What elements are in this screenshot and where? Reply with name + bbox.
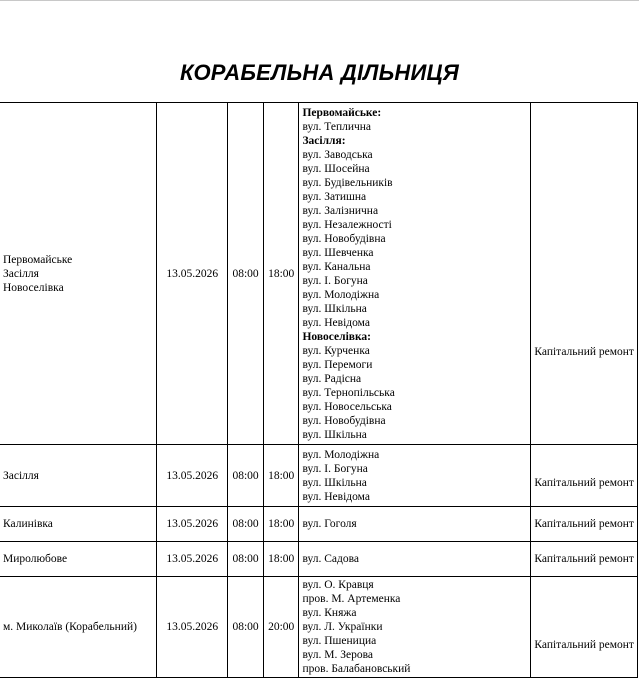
page-title: КОРАБЕЛЬНА ДІЛЬНИЦЯ	[180, 60, 459, 85]
date-cell: 13.05.2026	[157, 507, 228, 542]
street-name: вул. Новосельська	[302, 400, 392, 413]
street-name: вул. Шкільна	[302, 428, 367, 441]
table-row	[0, 103, 638, 445]
streets-cell	[299, 577, 531, 678]
settlement-name: Калинівка	[3, 518, 53, 530]
street-name: вул. М. Зерова	[302, 649, 373, 661]
settlement-cell	[0, 542, 157, 577]
street-group-heading: Новоселівка:	[302, 330, 372, 343]
street-name: вул. Незалежності	[302, 218, 392, 231]
street-name: вул. Канальна	[302, 260, 371, 273]
start-time-cell: 08:00	[228, 542, 264, 577]
street-group-heading: Засілля:	[302, 134, 346, 147]
settlement-name: Засілля	[3, 267, 39, 280]
reason-cell: Капітальний ремонт	[531, 507, 638, 542]
settlement-cell	[0, 103, 157, 445]
street-name: вул. Курченка	[302, 344, 370, 357]
street-name: пров. Балабановський	[302, 663, 411, 675]
start-time-cell: 08:00	[228, 507, 264, 542]
street-name: вул. Княжа	[302, 607, 357, 619]
settlement-name: Засілля	[3, 469, 39, 482]
outage-schedule-table	[0, 102, 638, 678]
end-time-cell: 18:00	[263, 542, 299, 577]
street-name: вул. Будівельників	[302, 176, 393, 189]
settlement-name: Первомайське	[3, 253, 73, 266]
date-cell: 13.05.2026	[157, 542, 228, 577]
street-group-heading: Первомайське:	[302, 106, 382, 119]
table-row	[0, 542, 638, 577]
street-name: вул. Радісна	[302, 372, 362, 385]
street-name: вул. Новобудівна	[302, 232, 386, 245]
date-cell: 13.05.2026	[157, 577, 228, 678]
street-name: вул. Тернопільська	[302, 386, 395, 399]
top-border-line	[0, 0, 639, 1]
end-time-cell: 18:00	[263, 445, 299, 507]
street-name: вул. Шосейна	[302, 162, 370, 175]
end-time-cell: 18:00	[263, 103, 299, 445]
street-name: вул. О. Кравця	[302, 579, 374, 591]
street-name: пров. М. Артеменка	[302, 593, 401, 605]
settlement-name: Новоселівка	[3, 281, 64, 294]
street-name: вул. Гоголя	[302, 518, 357, 530]
settlement-name: Миролюбове	[3, 553, 68, 565]
street-name: вул. Залізнична	[302, 204, 379, 217]
streets-cell	[299, 507, 531, 542]
reason-cell: Капітальний ремонт	[531, 542, 638, 577]
start-time-cell: 08:00	[228, 103, 264, 445]
table-row	[0, 577, 638, 678]
end-time-cell: 18:00	[263, 507, 299, 542]
table-body	[0, 103, 638, 678]
streets-cell	[299, 445, 531, 507]
table-row	[0, 507, 638, 542]
street-name: вул. Молодіжна	[302, 448, 380, 461]
date-cell: 13.05.2026	[157, 445, 228, 507]
reason-cell: Капітальний ремонт	[531, 445, 638, 507]
street-name: вул. Садова	[302, 553, 360, 565]
reason-cell: Капітальний ремонт	[531, 103, 638, 445]
streets-cell	[299, 103, 531, 445]
settlement-cell	[0, 507, 157, 542]
street-name: вул. Заводська	[302, 148, 373, 161]
start-time-cell: 08:00	[228, 577, 264, 678]
street-name: вул. Невідома	[302, 316, 370, 329]
reason-cell: Капітальний ремонт	[531, 577, 638, 678]
street-name: вул. Шевченка	[302, 246, 374, 259]
street-name: вул. Невідома	[302, 490, 370, 503]
street-name: вул. Теплична	[302, 120, 372, 133]
settlement-cell	[0, 577, 157, 678]
street-name: вул. Шкільна	[302, 302, 367, 315]
street-name: вул. Новобудівна	[302, 414, 386, 427]
table-row	[0, 445, 638, 507]
street-name: вул. І. Богуна	[302, 274, 368, 287]
settlement-cell	[0, 445, 157, 507]
date-cell: 13.05.2026	[157, 103, 228, 445]
settlement-name: м. Миколаїв (Корабельний)	[3, 621, 137, 633]
street-name: вул. І. Богуна	[302, 462, 368, 475]
end-time-cell: 20:00	[263, 577, 299, 678]
street-name: вул. Перемоги	[302, 358, 373, 371]
street-name: вул. Затишна	[302, 190, 367, 203]
street-name: вул. Л. Українки	[302, 621, 383, 633]
street-name: вул. Пшенициа	[302, 635, 377, 647]
street-name: вул. Молодіжна	[302, 288, 380, 301]
streets-cell	[299, 542, 531, 577]
start-time-cell: 08:00	[228, 445, 264, 507]
street-name: вул. Шкільна	[302, 476, 367, 489]
